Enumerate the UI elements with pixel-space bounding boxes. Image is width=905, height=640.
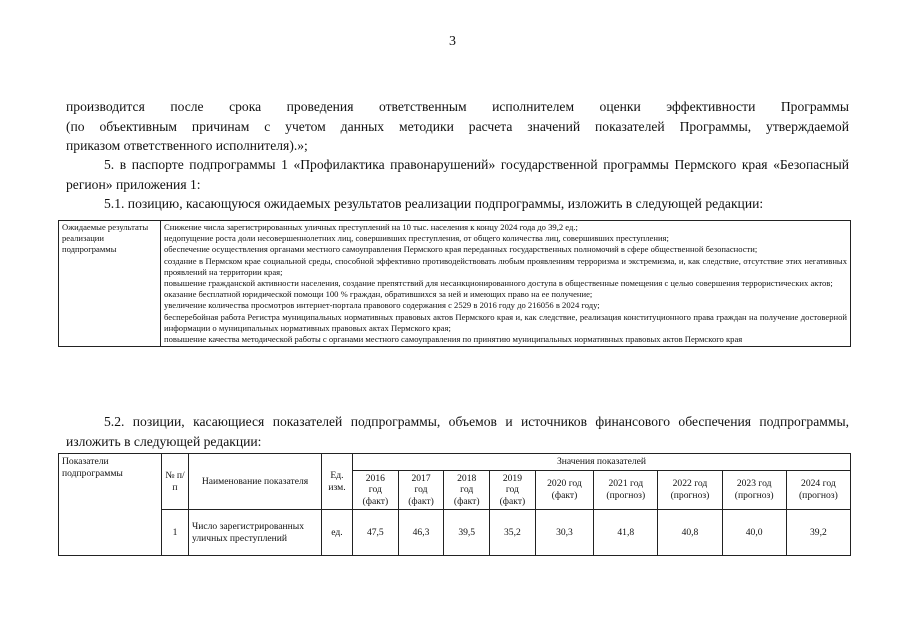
year-header-2023: 2023 год (прогноз) [722, 470, 786, 510]
row-unit: ед. [322, 510, 353, 556]
result-item: недопущение роста доли несовершеннолетних лиц, совершивших преступления, от общего количества лиц, совершивших преступления; [164, 233, 669, 244]
year-header-2016: 2016 год (факт) [353, 470, 399, 510]
value-2023: 40,0 [722, 510, 786, 556]
paragraph-line: производится после срока проведения ответственным исполнителем оценки эффективности Программы [66, 99, 849, 114]
year-header-2018: 2018 год (факт) [444, 470, 490, 510]
result-item: повышение качества методической работы с органами местного самоуправления по принятию муниципальных нормативных правовых актов Пермского края [164, 334, 743, 345]
column-header-num: № п/п [162, 454, 189, 510]
column-header-name: Наименование показателя [189, 454, 322, 510]
indicators-label: Показатели подпрограммы [59, 454, 162, 556]
values-header: Значения показателей [353, 454, 851, 471]
value-2022: 40,8 [658, 510, 722, 556]
year-header-2019: 2019 год (факт) [490, 470, 536, 510]
result-item: создание в Пермском крае социальной среды, способной эффективно противодействовать любым проявлениям терроризма и экстремизма, и, как следствие, отсутствие этих негативных проявлений на территории края; [164, 255, 847, 277]
page-number: 3 [449, 34, 456, 49]
result-item: повышение гражданской активности населения, создание препятствий для несанкционированного доступа в общественные помещения с целью совершения террористических актов; [164, 278, 833, 289]
value-2018: 39,5 [444, 510, 490, 556]
value-2020: 30,3 [535, 510, 593, 556]
value-2021: 41,8 [594, 510, 658, 556]
result-item: оказание бесплатной юридической помощи 100 % граждан, обратившихся за ней и имеющих право на ее получение; [164, 289, 593, 300]
result-item: обеспечение осуществления органами местного самоуправления Пермского края переданных государственных полномочий в сфере общественной безопасности; [164, 244, 758, 255]
paragraph-item-5: 5. в паспорте подпрограммы 1 «Профилактика правонарушений» государственной программы Пермского края «Безопасный регион» приложения 1: [66, 157, 849, 192]
value-2016: 47,5 [353, 510, 399, 556]
result-item: Снижение числа зарегистрированных уличных преступлений на 10 тыс. населения к концу 2024 года до 39,2 ед.; [164, 222, 578, 232]
row-name: Число зарегистрированных уличных преступлений [189, 510, 322, 556]
value-2024: 39,2 [786, 510, 850, 556]
column-header-unit: Ед. изм. [322, 454, 353, 510]
year-header-2021: 2021 год (прогноз) [594, 470, 658, 510]
value-2019: 35,2 [490, 510, 536, 556]
result-item: бесперебойная работа Регистра муниципальных нормативных правовых актов Пермского края и, как следствие, реализация конституционного права граждан на получение достоверной информации о муниципальных нормативных правовых актах Пермского края; [164, 311, 847, 333]
value-2017: 46,3 [398, 510, 444, 556]
year-header-2020: 2020 год (факт) [535, 470, 593, 510]
expected-results-label: Ожидаемые результаты реализации подпрограммы [59, 221, 161, 347]
paragraph-line: приказом ответственного исполнителя).»; [66, 138, 308, 153]
expected-results-content [161, 221, 851, 347]
result-item: увеличение количества просмотров интернет-портала правового содержания с 2529 в 2016 году до 216056 в 2024 году; [164, 300, 600, 311]
paragraph-item-5-1: 5.1. позицию, касающуюся ожидаемых результатов реализации подпрограммы, изложить в следующей редакции: [104, 196, 764, 211]
indicators-table [58, 453, 851, 556]
expected-results-table [58, 220, 851, 347]
paragraph-line: (по объективным причинам с учетом данных методики расчета значений показателей Программы, утверждаемой [66, 118, 849, 134]
year-header-2022: 2022 год (прогноз) [658, 470, 722, 510]
paragraph-continuation [66, 97, 849, 156]
row-num: 1 [162, 510, 189, 556]
year-header-2024: 2024 год (прогноз) [786, 470, 850, 510]
paragraph-item-5-2: 5.2. позиции, касающиеся показателей подпрограммы, объемов и источников финансового обеспечения подпрограммы, изложить в следующей редакции: [66, 414, 849, 449]
year-header-2017: 2017 год (факт) [398, 470, 444, 510]
